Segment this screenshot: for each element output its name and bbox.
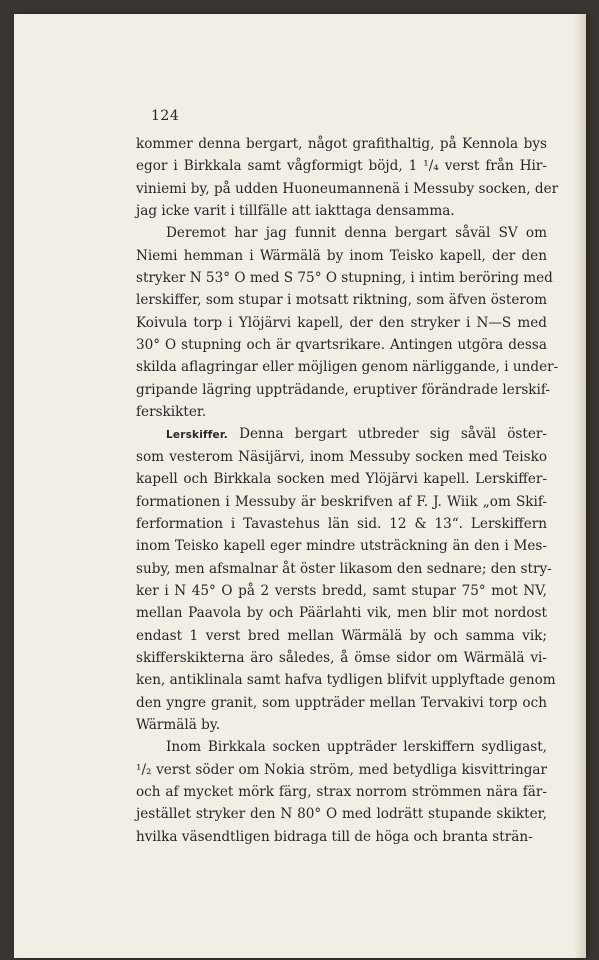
line-text: Deremot har jag funnit denna bergart såväl SV om [166, 225, 547, 242]
line-text: ¹/₂ verst söder om Nokia ström, med betydliga kisvittringar [136, 761, 547, 778]
line-text: 30° O stupning och är qvartsrikare. Antingen utgöra dessa [136, 337, 547, 354]
text-line [136, 736, 547, 758]
text-line [136, 155, 547, 177]
line-text: Niemi hemman i Wärmälä by inom Teisko kapell, der den [136, 247, 547, 264]
line-text: Wärmälä by. [136, 716, 221, 733]
text-line [136, 759, 547, 781]
text-line [136, 669, 556, 691]
body-text [136, 133, 559, 848]
text-line [136, 379, 551, 401]
text-line [136, 580, 547, 602]
line-text: kapell och Birkkala socken med Ylöjärvi kapell. Lerskiffer- [136, 471, 547, 488]
text-line [136, 356, 559, 378]
text-line [136, 468, 547, 490]
line-text: kommer denna bergart, något grafithaltig, på Kennola bys [136, 136, 547, 152]
text-line [136, 558, 552, 580]
line-text: lerskiffer, som stupar i motsatt riktning, som äfven österom [136, 292, 547, 309]
line-text: inom Teisko kapell eger mindre utsträckning än den i Mes- [136, 538, 547, 555]
line-text: och af mycket mörk färg, strax norrom strömmen nära fär- [136, 783, 547, 800]
line-text: jestället stryker den N 80° O med lodrätt stupande skikter, [136, 806, 547, 823]
line-text: mellan Paavola by och Päärlahti vik, men blir mot nordost [136, 605, 547, 622]
line-text: skilda aflagringar eller möjligen genom närliggande, i under- [136, 359, 559, 376]
text-line [136, 714, 547, 736]
line-text: skifferskikterna äro således, å ömse sidor om Wärmälä vi- [136, 649, 547, 666]
text-line [136, 446, 547, 468]
line-text: ken, antiklinala samt hafva tydligen blifvit upplyftade genom [136, 672, 556, 689]
text-line [136, 625, 547, 647]
text-line [136, 267, 553, 289]
line-text: formationen i Messuby är beskrifven af F. J. Wiik „om Skif- [136, 493, 547, 510]
text-line [136, 647, 547, 669]
line-text: Denna bergart utbreder sig såväl öster- [227, 426, 547, 443]
line-text: hvilka väsendtligen bidraga till de höga och branta strän- [136, 828, 533, 845]
page-binding-shadow [574, 14, 586, 958]
text-line [136, 423, 547, 445]
line-text: egor i Birkkala samt vågformigt böjd, 1 ¹/₄ verst från Hir- [136, 158, 547, 175]
text-line [136, 312, 547, 334]
text-line [136, 535, 547, 557]
page-number: 124 [151, 108, 180, 124]
line-text: den yngre granit, som uppträder mellan Tervakivi torp och [136, 694, 547, 711]
line-text: jag icke varit i tillfälle att iakttaga densamma. [136, 203, 455, 220]
line-text: ferformation i Tavastehus län sid. 12 & 13“. Lerskiffern [136, 515, 547, 532]
text-line [136, 803, 547, 825]
line-text: viniemi by, på udden Huoneumannenä i Messuby socken, der [136, 180, 559, 197]
text-line [136, 781, 547, 803]
text-line [136, 491, 547, 513]
text-line [136, 602, 547, 624]
text-line [136, 289, 547, 311]
text-line [136, 513, 547, 535]
text-line [136, 692, 547, 714]
section-heading: Lerskiffer. [166, 429, 228, 442]
text-line [136, 334, 547, 356]
text-line [136, 222, 547, 244]
line-text: Koivula torp i Ylöjärvi kapell, der den stryker i N—S med [136, 314, 547, 331]
text-line [136, 200, 547, 222]
text-line [136, 245, 547, 267]
book-page [14, 14, 586, 958]
line-text: Inom Birkkala socken uppträder lerskiffern sydligast, [166, 739, 547, 756]
line-text: endast 1 verst bred mellan Wärmälä by och samma vik; [136, 627, 547, 644]
text-line [136, 826, 547, 848]
line-text: ferskikter. [136, 404, 207, 421]
line-text: gripande lägring uppträdande, eruptiver förändrade lerskif- [136, 381, 551, 398]
line-text: stryker N 53° O med S 75° O stupning, i intim beröring med [136, 270, 553, 287]
text-line [136, 178, 559, 200]
text-line [136, 401, 547, 423]
text-line [136, 133, 547, 155]
line-text: som vesterom Näsijärvi, inom Messuby socken med Teisko [136, 448, 547, 465]
line-text: suby, men afsmalnar åt öster likasom den sednare; den stry- [136, 560, 552, 577]
line-text: ker i N 45° O på 2 versts bredd, samt stupar 75° mot NV, [136, 582, 547, 599]
